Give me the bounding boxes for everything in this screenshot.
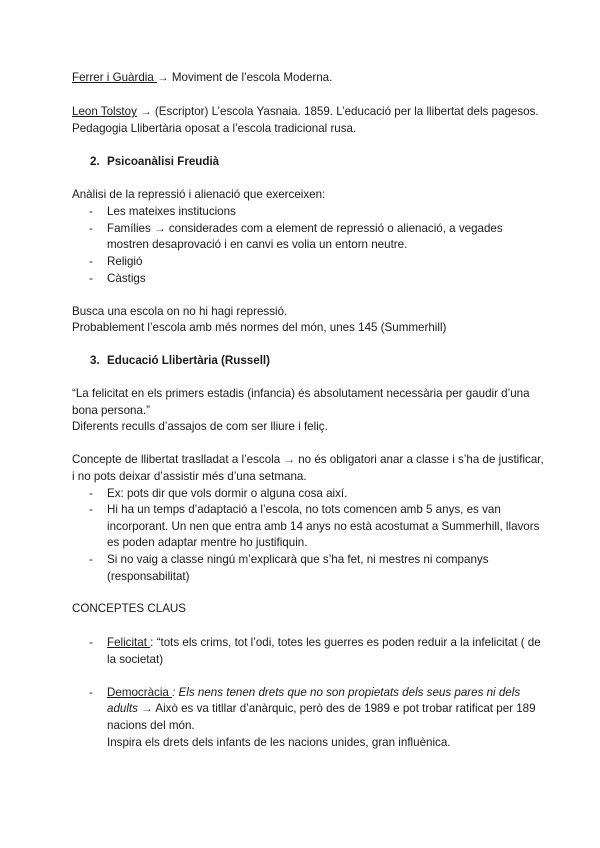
- democracia-colon: :: [172, 686, 176, 699]
- list-bullet: -: [89, 205, 93, 218]
- analisi-line: Anàlisi de la repressió i alienació que exerceixen:: [72, 188, 326, 201]
- list-bullet: -: [89, 272, 93, 285]
- list-item-continuation: es poden adaptar mentre ho justifiquin.: [107, 536, 308, 549]
- list-bullet: -: [89, 222, 93, 235]
- probable-line: Probablement l’escola amb més normes del món, unes 145 (Summerhill): [72, 321, 447, 334]
- concepte-line-1: Concepte de llibertat traslladat a l’escola → no és obligatori anar a classe i s’ha de justificar,: [72, 453, 544, 466]
- felicitat-colon: :: [150, 636, 154, 649]
- quote-line-2: bona persona.”: [72, 404, 150, 417]
- democracia-line-2: [107, 701, 536, 717]
- felicitat-term: Felicitat: [107, 636, 151, 649]
- heading-number: 2.: [90, 155, 100, 168]
- list-item-continuation: incorporant. Un nen que entra amb 14 anys no està acostumat a Summerhill, llavors: [107, 520, 540, 533]
- list-item: Famílies → considerades com a element de repressió o alienació, a vegades: [107, 222, 503, 235]
- conceptes-claus-heading: CONCEPTES CLAUS: [72, 602, 187, 615]
- list-bullet: -: [89, 255, 93, 268]
- democracia-line-4: Inspira els drets dels infants de les nacions unides, gran influènica.: [107, 736, 451, 749]
- democracia-line-3: nacions del món.: [107, 719, 195, 732]
- felicitat-text: “tots els crims, tot l’odi, totes les guerres es poden reduir a la infelicitat ( de: [153, 636, 541, 649]
- list-bullet: -: [89, 553, 93, 566]
- felicitat-line: [107, 635, 541, 651]
- ferrer-name: Ferrer i Guàrdia: [72, 71, 158, 84]
- list-item: Les mateixes institucions: [107, 205, 236, 218]
- quote-line-1: “La felicitat en els primers estadis (infancia) és absolutament necessària per gaudir d’una: [72, 387, 530, 400]
- heading-number: 3.: [90, 354, 100, 367]
- democracia-text: → Això es va titllar d’anàrquic, però des de 1989 e pot trobar ratificat per 189: [137, 702, 536, 715]
- concepte-line-2: i no pots deixar d’assistir més d’una setmana.: [72, 470, 307, 483]
- tolstoy-line-2: Pedagogia Llibertària oposat a l’escola tradicional rusa.: [72, 122, 357, 135]
- ferrer-line: [72, 70, 332, 86]
- ferrer-text: → Moviment de l’escola Moderna.: [157, 71, 333, 84]
- list-item: Si no vaig a classe ningú m’explicarà que s’ha fet, ni mestres ni companys: [107, 553, 489, 566]
- democracia-quote-end: adults: [107, 702, 138, 715]
- democracia-term: Democràcia: [107, 686, 173, 699]
- list-item: Càstigs: [107, 272, 146, 285]
- list-item: Hi ha un temps d’adaptació a l’escola, no tots comencen amb 5 anys, es van: [107, 503, 501, 516]
- heading-title: Psicoanàlisi Freudià: [107, 155, 220, 168]
- tolstoy-line: [72, 104, 539, 120]
- list-bullet: -: [89, 487, 93, 500]
- heading-title: Educació Llibertària (Russell): [107, 354, 271, 367]
- list-item-continuation: (responsabilitat): [107, 570, 190, 583]
- list-bullet: -: [89, 636, 93, 649]
- busca-line: Busca una escola on no hi hagi repressió.: [72, 305, 288, 318]
- democracia-quote: Els nens tenen drets que no son propietats dels seus pares ni dels: [175, 686, 521, 699]
- list-bullet: -: [89, 503, 93, 516]
- list-item: Ex: pots dir que vols dormir o alguna cosa així.: [107, 487, 348, 500]
- reculls-line: Diferents reculls d’assajos de com ser lliure i feliç.: [72, 420, 328, 433]
- list-bullet: -: [89, 686, 93, 699]
- tolstoy-text: → (Escriptor) L’escola Yasnaia. 1859. L’educació per la llibertat dels pagesos.: [136, 105, 539, 118]
- democracia-line: [107, 685, 520, 701]
- felicitat-line-2: la societat): [107, 653, 164, 666]
- tolstoy-name: Leon Tolstoy: [72, 105, 137, 118]
- list-item-continuation: mostren desaprovació i en canvi es volia un entorn neutre.: [107, 238, 408, 251]
- list-item: Religió: [107, 255, 143, 268]
